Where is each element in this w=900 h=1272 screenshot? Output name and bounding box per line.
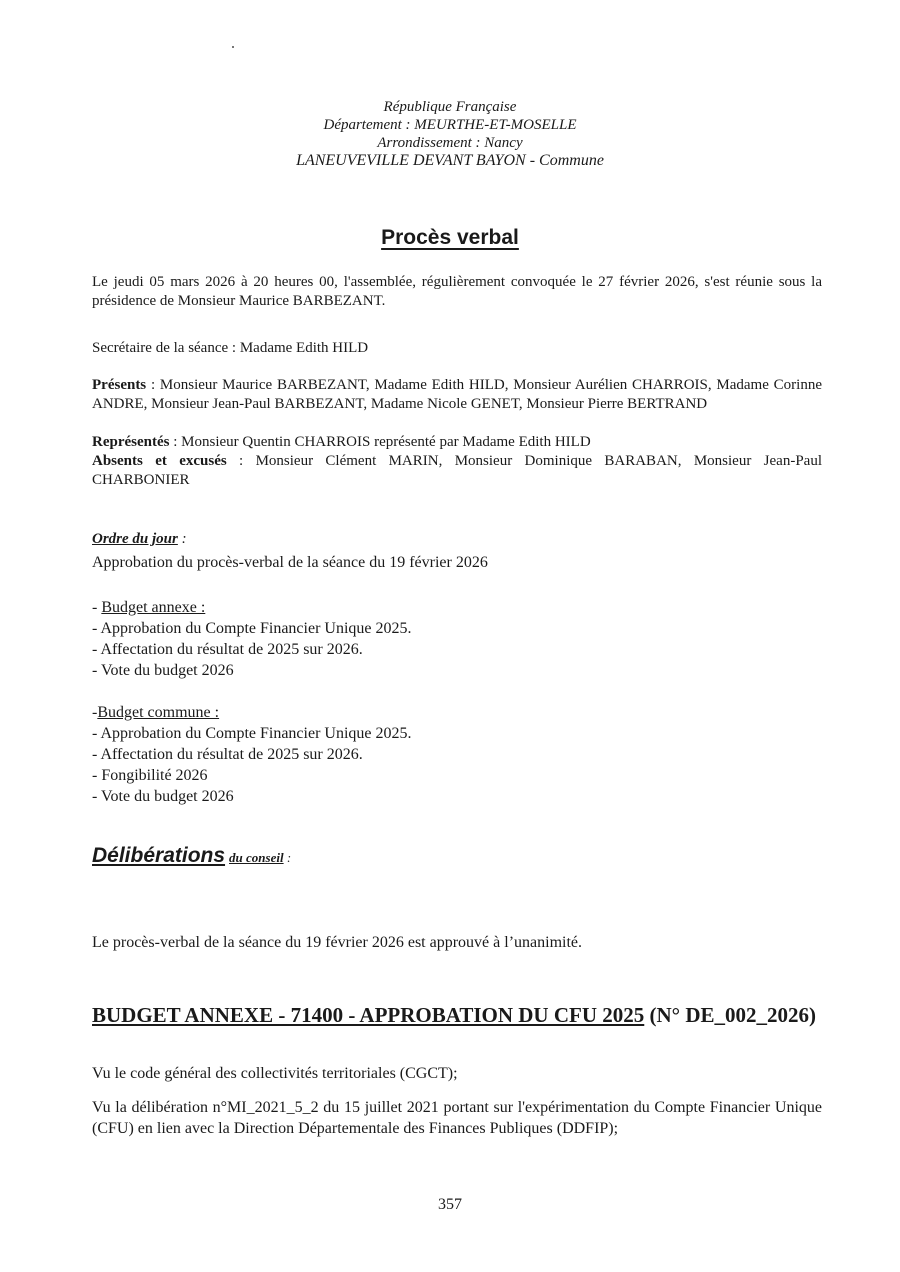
list-item: - Vote du budget 2026 [92, 662, 234, 679]
ordre-du-jour-colon: : [177, 531, 187, 547]
absents-line [92, 452, 822, 490]
intro-paragraph: Le jeudi 05 mars 2026 à 20 heures 00, l'assemblée, régulièrement convoquée le 27 février 2026, s'est réunie sous la présidence de Monsieur Maurice BARBEZANT. [92, 274, 822, 309]
list-item: - Affectation du résultat de 2025 sur 2026. [92, 746, 363, 763]
attendance-block [92, 376, 822, 414]
budget-commune-list [92, 702, 412, 807]
absents-text: : Monsieur Clément MARIN, Monsieur Dominique BARABAN, Monsieur Jean-Paul CHARBONIER [92, 453, 822, 488]
presents-text: : Monsieur Maurice BARBEZANT, Madame Edith HILD, Monsieur Aurélien CHARROIS, Madame Corinne ANDRE, Monsieur Jean-Paul BARBEZANT, Madame Nicole GENET, Monsieur Pierre BERTRAND [92, 377, 822, 412]
budget-annexe-heading [92, 597, 412, 618]
page-number: 357 [438, 1196, 462, 1213]
ordre-first-item [92, 552, 488, 573]
approval-line: Le procès-verbal de la séance du 19 février 2026 est approuvé à l’unanimité. [92, 934, 583, 951]
scan-speck [232, 46, 234, 48]
list-item: - Approbation du Compte Financier Unique 2025. [92, 620, 412, 637]
budget-commune-heading [92, 702, 412, 723]
list-item: Approbation du procès-verbal de la séance du 19 février 2026 [92, 554, 488, 571]
page-title [0, 226, 900, 250]
page-title-text: Procès verbal [381, 226, 519, 249]
header-arrondissement: Arrondissement : Nancy [377, 135, 523, 151]
document-header [0, 98, 900, 170]
commune-heading-text: Budget commune : [97, 704, 220, 721]
budget-title-underlined: BUDGET ANNEXE - 71400 - APPROBATION DU CFU 2025 [92, 1003, 645, 1027]
presents-label: Présents [92, 377, 147, 393]
deliberations-small: du conseil [229, 850, 284, 865]
representes-label: Représentés [92, 434, 170, 450]
ordre-du-jour-heading [92, 531, 187, 548]
budget-annexe-list [92, 597, 412, 681]
secretaire-line: Secrétaire de la séance : Madame Edith HILD [92, 340, 369, 356]
budget-annexe-title [92, 1000, 822, 1030]
header-commune: LANEUVEVILLE DEVANT BAYON - Commune [296, 152, 604, 169]
budget-title-rest: (N° DE_002_2026) [644, 1003, 816, 1027]
deliberations-colon: : [283, 850, 292, 865]
absents-label: Absents et excusés [92, 453, 227, 469]
representes-line [92, 433, 822, 452]
ordre-du-jour-label: Ordre du jour [92, 531, 178, 547]
list-item: - Affectation du résultat de 2025 sur 2026. [92, 641, 363, 658]
annexe-prefix: - [92, 599, 102, 616]
annexe-heading-text: Budget annexe : [101, 599, 206, 616]
header-departement: Département : MEURTHE-ET-MOSELLE [323, 117, 577, 133]
list-item: - Vote du budget 2026 [92, 788, 234, 805]
deliberations-big: Délibérations [92, 844, 226, 867]
representes-text: : Monsieur Quentin CHARROIS représenté par Madame Edith HILD [169, 434, 591, 450]
vu-cgct-line: Vu le code général des collectivités territoriales (CGCT); [92, 1065, 458, 1082]
list-item: - Fongibilité 2026 [92, 767, 208, 784]
commune-prefix: - [92, 704, 98, 721]
header-republique: République Française [383, 99, 517, 115]
vu-deliberation-paragraph: Vu la délibération n°MI_2021_5_2 du 15 juillet 2021 portant sur l'expérimentation du Compte Financier Unique (CFU) en lien avec la Direction Départementale des Finances Publiques (DDFIP); [92, 1099, 822, 1137]
list-item: - Approbation du Compte Financier Unique 2025. [92, 725, 412, 742]
deliberations-heading [92, 844, 291, 868]
